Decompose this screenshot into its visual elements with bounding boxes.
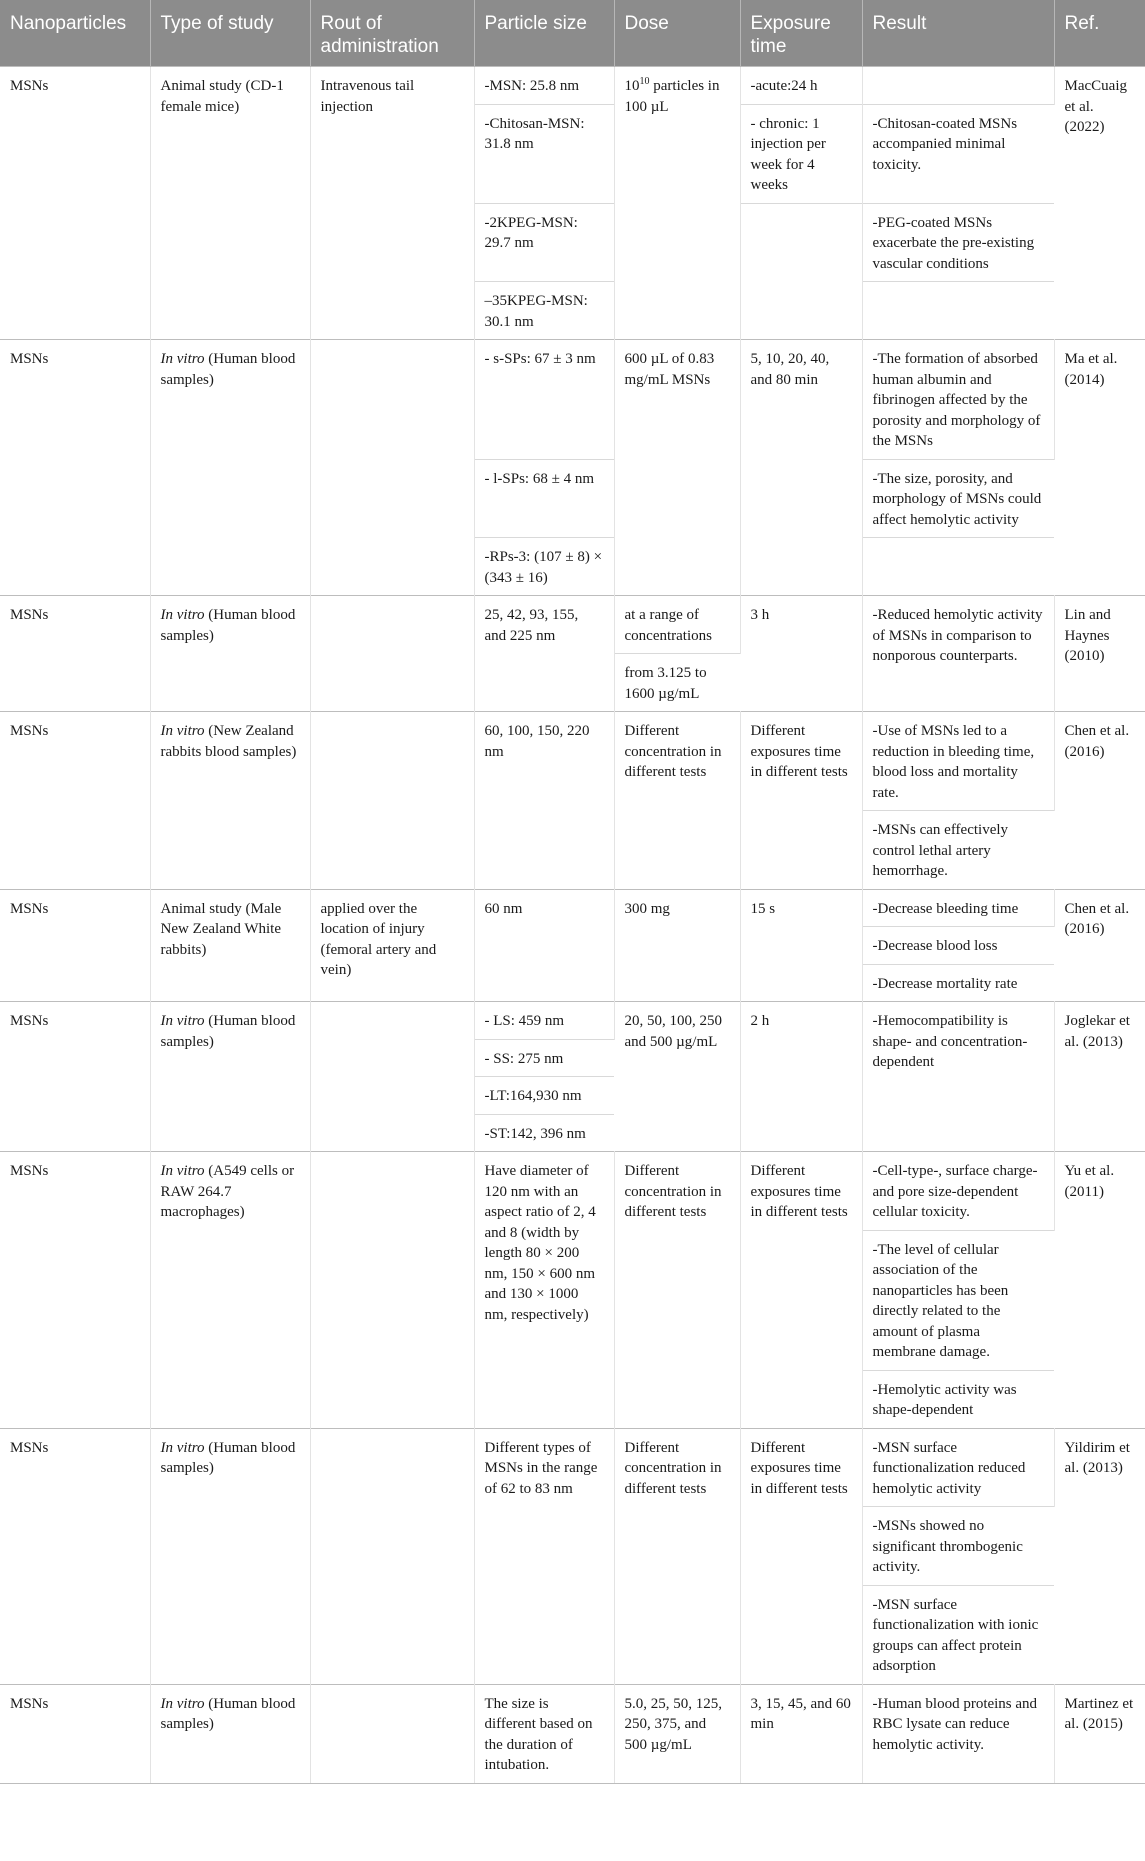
cell-dose: 5.0, 25, 50, 125, 250, 375, and 500 µg/mL <box>614 1684 740 1783</box>
cell-dose: 600 µL of 0.83 mg/mL MSNs <box>614 340 740 596</box>
cell-size: - s-SPs: 67 ± 3 nm <box>474 340 614 460</box>
cell-size: -LT:164,930 nm <box>474 1077 614 1115</box>
col-header-result: Result <box>862 0 1054 67</box>
cell-result: -Hemocompatibility is shape- and concentration-dependent <box>862 1002 1054 1152</box>
cell-result: -Decrease mortality rate <box>862 964 1054 1002</box>
cell-ref: Yu et al. (2011) <box>1054 1152 1145 1429</box>
header-row <box>0 0 1145 67</box>
table-row <box>0 67 1145 105</box>
cell-dose: 20, 50, 100, 250 and 500 µg/mL <box>614 1002 740 1152</box>
col-header-size: Particle size <box>474 0 614 67</box>
col-header-exposure: Exposure time <box>740 0 862 67</box>
in-vitro-label: In vitro <box>160 351 205 367</box>
col-header-route: Rout of administration <box>310 0 474 67</box>
in-vitro-label: In vitro <box>160 607 205 623</box>
cell-size: 25, 42, 93, 155, and 225 nm <box>474 596 614 712</box>
cell-size: The size is different based on the duration of intubation. <box>474 1684 614 1783</box>
cell-dose: 300 mg <box>614 889 740 1002</box>
cell-exposure: Different exposures time in different tests <box>740 1428 862 1684</box>
cell-exposure: 5, 10, 20, 40, and 80 min <box>740 340 862 596</box>
cell-result: -Use of MSNs led to a reduction in bleeding time, blood loss and mortality rate. <box>862 712 1054 811</box>
cell-size: -Chitosan-MSN: 31.8 nm <box>474 104 614 203</box>
cell-result: -MSN surface functionalization with ionic groups can affect protein adsorption <box>862 1585 1054 1684</box>
cell-result <box>862 538 1054 596</box>
in-vitro-label: In vitro <box>160 723 205 739</box>
cell-route <box>310 596 474 712</box>
type-detail: (A549 cells or RAW 264.7 macrophages) <box>160 1163 295 1220</box>
cell-ref: Joglekar et al. (2013) <box>1054 1002 1145 1152</box>
table-row <box>0 1428 1145 1507</box>
dose-base: 10 <box>624 78 640 94</box>
cell-nanoparticles: MSNs <box>0 889 150 1002</box>
cell-result: -Decrease bleeding time <box>862 889 1054 927</box>
cell-type <box>150 596 310 712</box>
type-detail: (Human blood samples) <box>160 607 296 644</box>
table-row <box>0 1152 1145 1231</box>
in-vitro-label: In vitro <box>160 1439 205 1456</box>
cell-result: -Hemolytic activity was shape-dependent <box>862 1370 1054 1428</box>
type-detail: (New Zealand rabbits blood samples) <box>160 723 297 760</box>
in-vitro-label: In vitro <box>160 1695 205 1712</box>
cell-result: -Reduced hemolytic activity of MSNs in comparison to nonporous counterparts. <box>862 596 1054 712</box>
cell-size: Have diameter of 120 nm with an aspect ratio of 2, 4 and 8 (width by length 80 × 200 nm, 150 × 600 nm and 130 × 1000 nm, respectively) <box>474 1152 614 1429</box>
dose-rest: particles in 100 µL <box>624 78 720 115</box>
cell-nanoparticles: MSNs <box>0 596 150 712</box>
type-detail: (Human blood samples) <box>160 351 296 388</box>
cell-route: Intravenous tail injection <box>310 67 474 340</box>
table-row <box>0 889 1145 927</box>
cell-ref: Ma et al. (2014) <box>1054 340 1145 596</box>
dose-exponent: 10 <box>639 76 650 87</box>
cell-exposure: Different exposures time in different tests <box>740 712 862 890</box>
cell-ref: MacCuaig et al. (2022) <box>1054 67 1145 340</box>
cell-exposure: 3, 15, 45, and 60 min <box>740 1684 862 1783</box>
table-row <box>0 1002 1145 1040</box>
cell-size: 60, 100, 150, 220 nm <box>474 712 614 890</box>
cell-dose: Different concentration in different tests <box>614 1152 740 1429</box>
cell-result: -The size, porosity, and morphology of MSNs could affect hemolytic activity <box>862 459 1054 538</box>
cell-size: -RPs-3: (107 ± 8) × (343 ± 16) <box>474 538 614 596</box>
cell-type <box>150 340 310 596</box>
table-row <box>0 596 1145 654</box>
cell-ref: Yildirim et al. (2013) <box>1054 1428 1145 1684</box>
col-header-dose: Dose <box>614 0 740 67</box>
cell-nanoparticles: MSNs <box>0 1428 150 1684</box>
type-detail: (Human blood samples) <box>160 1013 296 1050</box>
cell-result: -The formation of absorbed human albumin and fibrinogen affected by the porosity and morphology of the MSNs <box>862 340 1054 460</box>
cell-size: -2KPEG-MSN: 29.7 nm <box>474 203 614 282</box>
cell-exposure: 15 s <box>740 889 862 1002</box>
cell-ref: Chen et al. (2016) <box>1054 889 1145 1002</box>
cell-exposure: Different exposures time in different tests <box>740 1152 862 1429</box>
cell-type: Animal study (CD-1 female mice) <box>150 67 310 340</box>
cell-type <box>150 1002 310 1152</box>
cell-size: - LS: 459 nm <box>474 1002 614 1040</box>
cell-size: - l-SPs: 68 ± 4 nm <box>474 459 614 538</box>
cell-type <box>150 1152 310 1429</box>
cell-nanoparticles: MSNs <box>0 67 150 340</box>
col-header-type: Type of study <box>150 0 310 67</box>
cell-exposure: 2 h <box>740 1002 862 1152</box>
cell-size: - SS: 275 nm <box>474 1039 614 1077</box>
cell-route <box>310 1152 474 1429</box>
cell-route <box>310 340 474 596</box>
cell-dose: Different concentration in different tests <box>614 712 740 890</box>
cell-result <box>862 282 1054 340</box>
cell-size: Different types of MSNs in the range of 62 to 83 nm <box>474 1428 614 1684</box>
cell-type <box>150 1684 310 1783</box>
cell-route <box>310 712 474 890</box>
cell-type <box>150 712 310 890</box>
cell-route <box>310 1428 474 1684</box>
cell-result: -MSNs can effectively control lethal artery hemorrhage. <box>862 811 1054 890</box>
type-detail: (Human blood samples) <box>160 1695 296 1732</box>
cell-size: -ST:142, 396 nm <box>474 1114 614 1152</box>
cell-result: -Decrease blood loss <box>862 927 1054 965</box>
col-header-nanoparticles: Nanoparticles <box>0 0 150 67</box>
cell-exposure: - chronic: 1 injection per week for 4 weeks <box>740 104 862 203</box>
cell-exposure: -acute:24 h <box>740 67 862 105</box>
cell-exposure: 3 h <box>740 596 862 712</box>
cell-exposure <box>740 203 862 340</box>
col-header-ref: Ref. <box>1054 0 1145 67</box>
table-row <box>0 1684 1145 1783</box>
cell-ref: Lin and Haynes (2010) <box>1054 596 1145 712</box>
cell-route <box>310 1002 474 1152</box>
cell-type: Animal study (Male New Zealand White rabbits) <box>150 889 310 1002</box>
cell-route <box>310 1684 474 1783</box>
cell-result: -The level of cellular association of the nanoparticles has been directly related to the amount of plasma membrane damage. <box>862 1230 1054 1370</box>
type-detail: (Human blood samples) <box>160 1439 296 1476</box>
table-row <box>0 340 1145 460</box>
cell-result: -MSNs showed no significant thrombogenic activity. <box>862 1507 1054 1586</box>
cell-size: –35KPEG-MSN: 30.1 nm <box>474 282 614 340</box>
cell-nanoparticles: MSNs <box>0 712 150 890</box>
cell-result: -Chitosan-coated MSNs accompanied minimal toxicity. <box>862 104 1054 203</box>
in-vitro-label: In vitro <box>160 1013 205 1029</box>
cell-nanoparticles: MSNs <box>0 1684 150 1783</box>
cell-nanoparticles: MSNs <box>0 1002 150 1152</box>
cell-result: -MSN surface functionalization reduced hemolytic activity <box>862 1428 1054 1507</box>
cell-result <box>862 67 1054 105</box>
cell-size: -MSN: 25.8 nm <box>474 67 614 105</box>
cell-type <box>150 1428 310 1684</box>
cell-result: -Cell-type-, surface charge- and pore size-dependent cellular toxicity. <box>862 1152 1054 1231</box>
cell-size: 60 nm <box>474 889 614 1002</box>
cell-result: -Human blood proteins and RBC lysate can reduce hemolytic activity. <box>862 1684 1054 1783</box>
cell-dose: Different concentration in different tests <box>614 1428 740 1684</box>
cell-dose: from 3.125 to 1600 µg/mL <box>614 654 740 712</box>
table-row <box>0 712 1145 811</box>
cell-nanoparticles: MSNs <box>0 340 150 596</box>
cell-route: applied over the location of injury (femoral artery and vein) <box>310 889 474 1002</box>
cell-ref: Martinez et al. (2015) <box>1054 1684 1145 1783</box>
cell-result: -PEG-coated MSNs exacerbate the pre-existing vascular conditions <box>862 203 1054 282</box>
cell-dose: at a range of concentrations <box>614 596 740 654</box>
in-vitro-label: In vitro <box>160 1163 205 1179</box>
cell-ref: Chen et al. (2016) <box>1054 712 1145 890</box>
cell-nanoparticles: MSNs <box>0 1152 150 1429</box>
cell-dose <box>614 67 740 340</box>
